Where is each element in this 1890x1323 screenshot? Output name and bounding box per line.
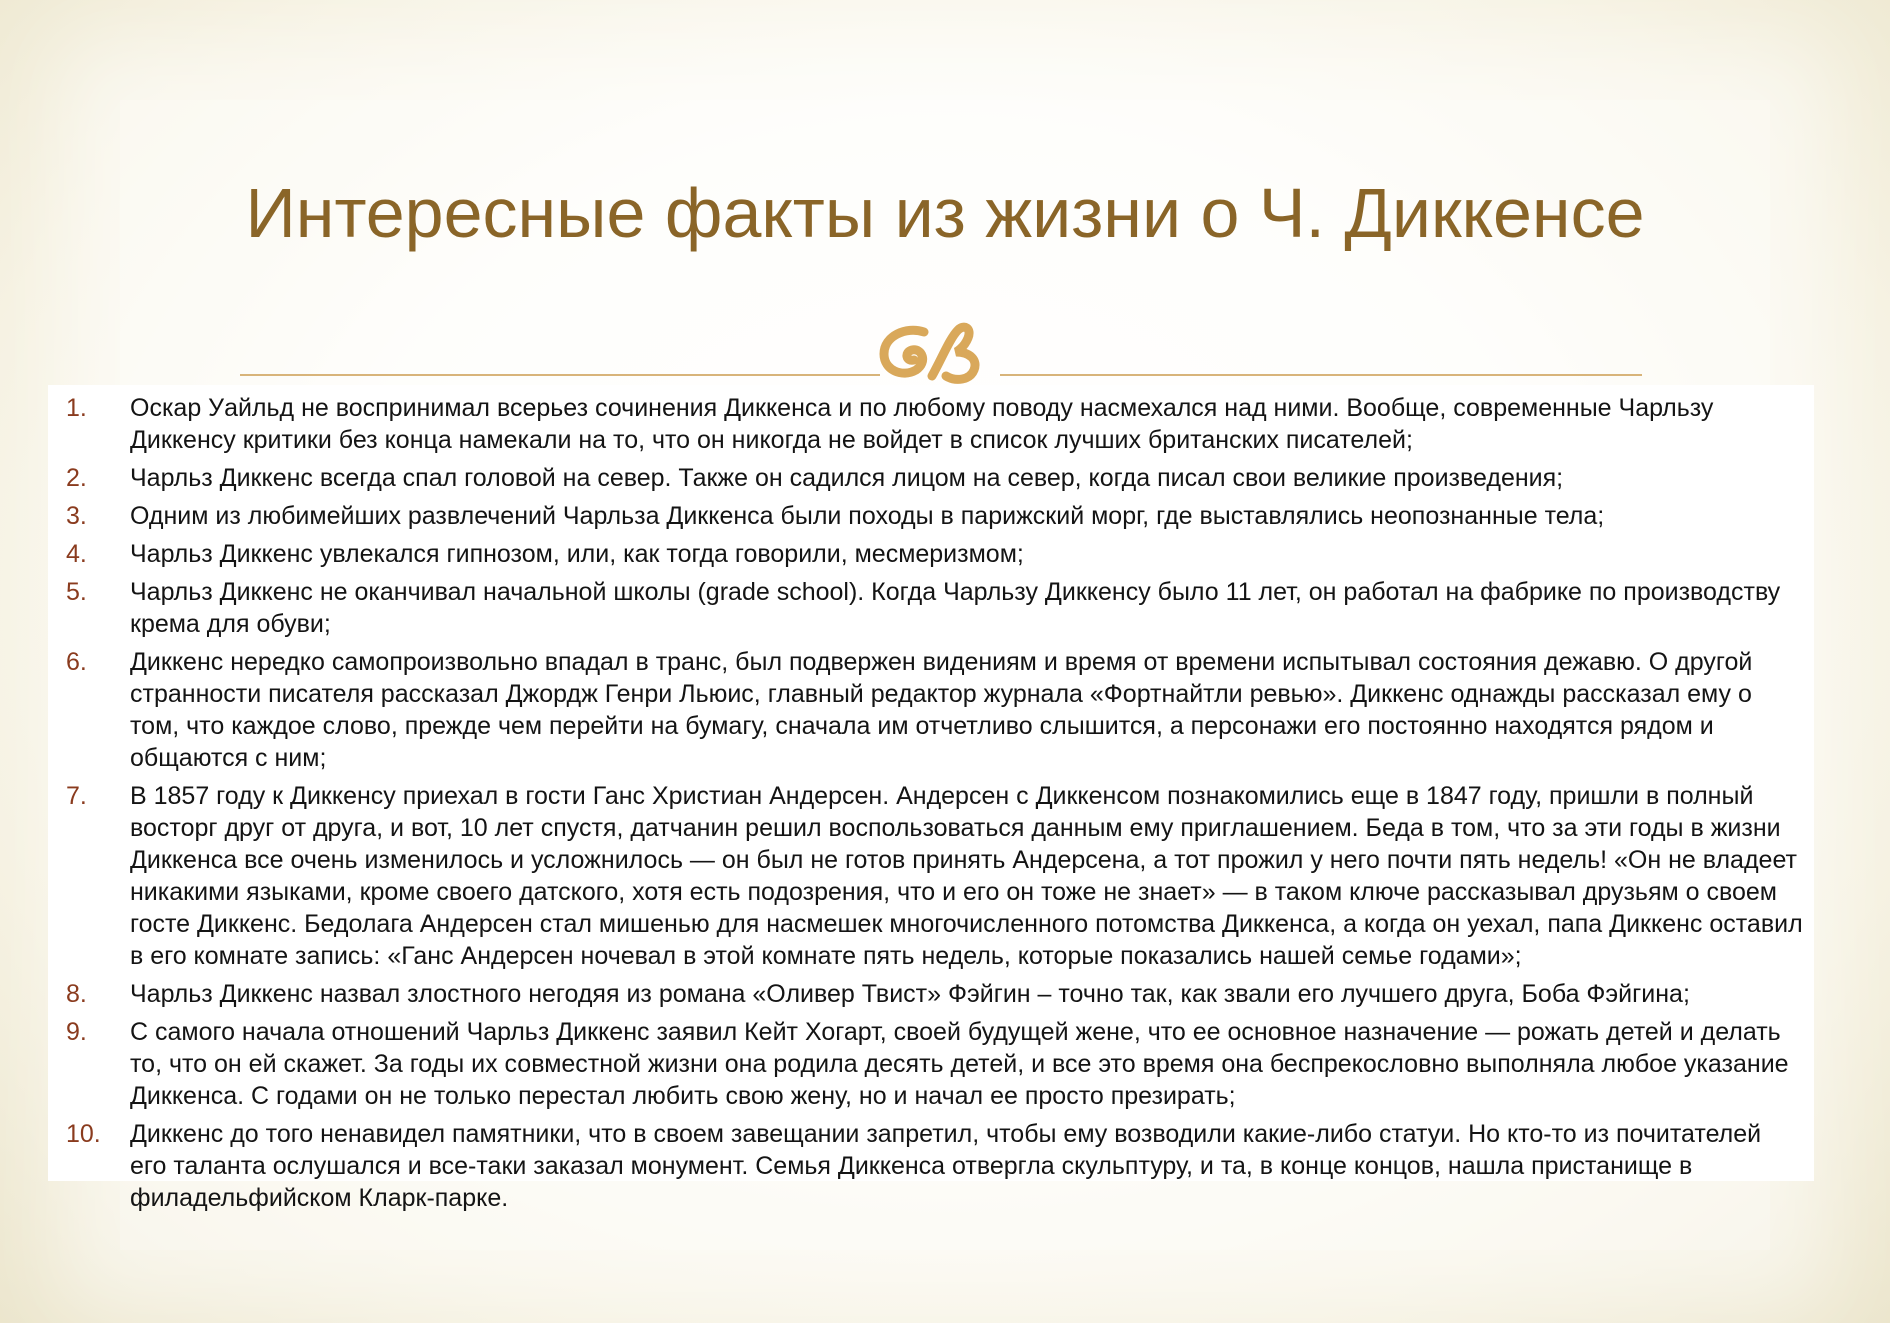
item-number: 10. <box>66 1120 101 1148</box>
facts-list <box>48 392 1814 1220</box>
item-number: 4. <box>66 540 87 568</box>
item-text: Чарльз Диккенс увлекался гипнозом, или, как тогда говорили, месмеризмом; <box>130 540 1024 568</box>
list-item <box>48 538 1814 570</box>
list-item <box>48 1118 1814 1214</box>
item-number: 6. <box>66 648 87 676</box>
list-item <box>48 392 1814 456</box>
list-item <box>48 646 1814 774</box>
item-number: 5. <box>66 578 87 606</box>
list-item <box>48 500 1814 532</box>
list-item <box>48 1016 1814 1112</box>
list-item <box>48 462 1814 494</box>
slide-title: Интересные факты из жизни о Ч. Диккенсе <box>245 174 1645 252</box>
flourish-ornament-icon <box>872 318 1002 390</box>
item-number: 8. <box>66 980 87 1008</box>
item-number: 2. <box>66 464 87 492</box>
item-text: Диккенс нередко самопроизвольно впадал в транс, был подвержен видениям и время от времени испытывал состояния дежавю. О другой странности писателя рассказал Джордж Генри Льюис, главный редактор журнала «Фортнайтли ревью». Диккенс однажды рассказал ему о том, что каждое слово, прежде чем перейти на бумагу, сначала им отчетливо слышится, а персонажи его постоянно находятся рядом и общаются с ним; <box>130 648 1753 772</box>
item-number: 1. <box>66 394 87 422</box>
item-number: 3. <box>66 502 87 530</box>
item-number: 9. <box>66 1018 87 1046</box>
divider-line-right <box>1000 374 1642 376</box>
item-text: Чарльз Диккенс назвал злостного негодяя из романа «Оливер Твист» Фэйгин – точно так, как звали его лучшего друга, Боба Фэйгина; <box>130 980 1690 1008</box>
item-text: Чарльз Диккенс всегда спал головой на север. Также он садился лицом на север, когда писал свои великие произведения; <box>130 464 1564 492</box>
list-item <box>48 576 1814 640</box>
item-text: В 1857 году к Диккенсу приехал в гости Ганс Христиан Андерсен. Андерсен с Диккенсом познакомились еще в 1847 году, пришли в полный восторг друг от друга, и вот, 10 лет спустя, датчанин решил воспользоваться данным ему приглашением. Беда в том, что за эти годы в жизни Диккенса все очень изменилось и усложнилось — он был не готов принять Андерсена, а тот прожил у него почти пять недель! «Он не владеет никакими языками, кроме своего датского, хотя есть подозрения, что и его он тоже не знает» — в таком ключе рассказывал друзьям о своем госте Диккенс. Бедолага Андерсен стал мишенью для насмешек многочисленного потомства Диккенса, а когда он уехал, папа Диккенс оставил в его комнате запись: «Ганс Андерсен ночевал в этой комнате пять недель, которые показались нашей семье годами»; <box>130 782 1803 970</box>
list-item <box>48 978 1814 1010</box>
item-text: Оскар Уайльд не воспринимал всерьез сочинения Диккенса и по любому поводу насмехался над ними. Вообще, современные Чарльзу Диккенсу критики без конца намекали на то, что он никогда не войдет в список лучших британских писателей; <box>130 394 1714 454</box>
item-number: 7. <box>66 782 87 810</box>
item-text: С самого начала отношений Чарльз Диккенс заявил Кейт Хогарт, своей будущей жене, что ее основное назначение — рожать детей и делать то, что он ей скажет. За годы их совместной жизни она родила десять детей, и все это время она беспрекословно выполняла любое указание Диккенса. С годами он не только перестал любить свою жену, но и начал ее просто презирать; <box>130 1018 1789 1110</box>
item-text: Одним из любимейших развлечений Чарльза Диккенса были походы в парижский морг, где выставлялись неопознанные тела; <box>130 502 1605 530</box>
item-text: Диккенс до того ненавидел памятники, что в своем завещании запретил, чтобы ему возводили какие-либо статуи. Но кто-то из почитателей его таланта ослушался и все-таки заказал монумент. Семья Диккенса отвергла скульптуру, и та, в конце концов, нашла пристанище в филадельфийском Кларк-парке. <box>130 1120 1762 1212</box>
divider-line-left <box>240 374 880 376</box>
list-item <box>48 780 1814 972</box>
item-text: Чарльз Диккенс не оканчивал начальной школы (grade school). Когда Чарльзу Диккенсу было 11 лет, он работал на фабрике по производству крема для обуви; <box>130 578 1781 638</box>
